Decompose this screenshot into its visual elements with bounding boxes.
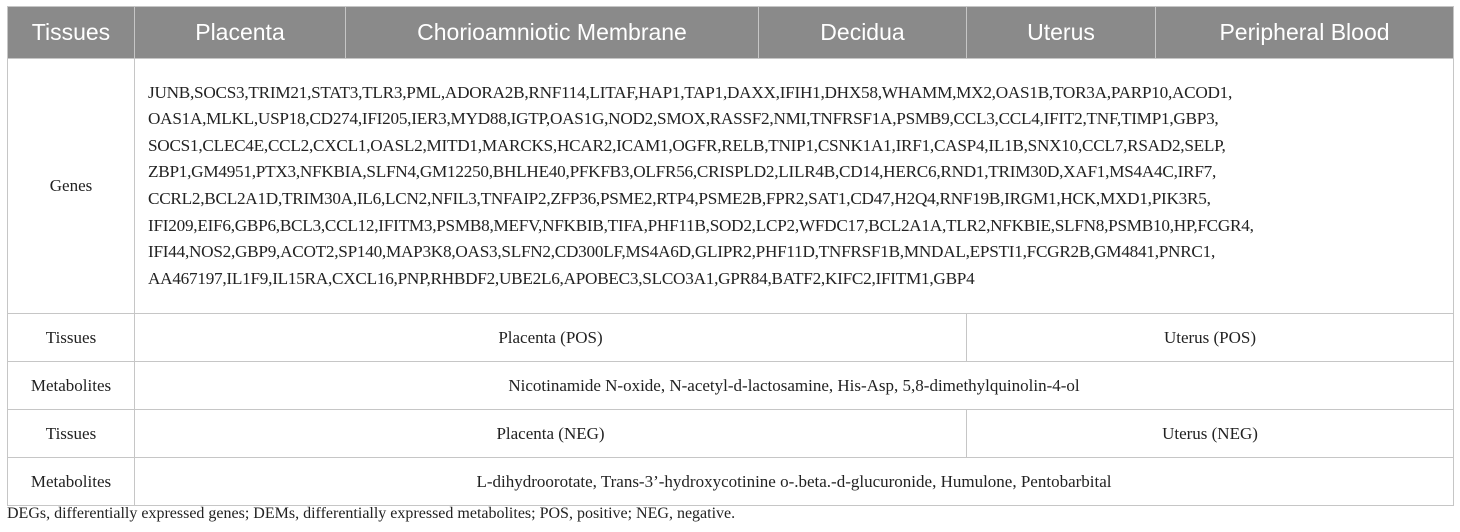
tissue-uterus-neg: Uterus (NEG) bbox=[967, 410, 1454, 458]
genes-line: ZBP1,GM4951,PTX3,NFKBIA,SLFN4,GM12250,BHLHE40,PFKFB3,OLFR56,CRISPLD2,LILR4B,CD14,HERC6,RND1,TRIM30D,XAF1,MS4A4C,IRF7, bbox=[148, 162, 1217, 182]
header-tissues: Tissues bbox=[8, 7, 135, 59]
tissue-placenta-neg: Placenta (NEG) bbox=[135, 410, 967, 458]
results-table-container bbox=[7, 6, 1453, 506]
tissue-uterus-pos: Uterus (POS) bbox=[967, 314, 1454, 362]
table-row-tissues-neg bbox=[8, 410, 1454, 458]
row-label-genes: Genes bbox=[8, 59, 135, 314]
row-label-tissues: Tissues bbox=[8, 410, 135, 458]
header-uterus: Uterus bbox=[967, 7, 1156, 59]
row-label-tissues: Tissues bbox=[8, 314, 135, 362]
header-placenta: Placenta bbox=[135, 7, 346, 59]
genes-line: SOCS1,CLEC4E,CCL2,CXCL1,OASL2,MITD1,MARCKS,HCAR2,ICAM1,OGFR,RELB,TNIP1,CSNK1A1,IRF1,CASP4,IL1B,SNX10,CCL7,RSAD2,SELP, bbox=[148, 135, 1226, 155]
row-label-metabolites: Metabolites bbox=[8, 458, 135, 506]
genes-line: CCRL2,BCL2A1D,TRIM30A,IL6,LCN2,NFIL3,TNFAIP2,ZFP36,PSME2,RTP4,PSME2B,FPR2,SAT1,CD47,H2Q4,RNF19B,IRGM1,HCK,MXD1,PIK3R5, bbox=[148, 189, 1211, 208]
metabolites-neg-cell: L-dihydroorotate, Trans-3’-hydroxycotinine o-.beta.-d-glucuronide, Humulone, Pentobarbital bbox=[135, 458, 1454, 506]
table-row-genes bbox=[8, 59, 1454, 314]
table-row-tissues-pos bbox=[8, 314, 1454, 362]
genes-line: IFI44,NOS2,GBP9,ACOT2,SP140,MAP3K8,OAS3,SLFN2,CD300LF,MS4A6D,GLIPR2,PHF11D,TNFRSF1B,MNDAL,EPSTI1,FCGR2B,GM4841,PNRC1, bbox=[148, 242, 1216, 262]
results-table bbox=[7, 6, 1454, 506]
table-footnote: DEGs, differentially expressed genes; DEMs, differentially expressed metabolites; POS, positive; NEG, negative. bbox=[7, 505, 736, 522]
genes-line: OAS1A,MLKL,USP18,CD274,IFI205,IER3,MYD88,IGTP,OAS1G,NOD2,SMOX,RASSF2,NMI,TNFRSF1A,PSMB9,CCL3,CCL4,IFIT2,TNF,TIMP1,GBP3, bbox=[148, 109, 1219, 129]
header-decidua: Decidua bbox=[759, 7, 967, 59]
table-row-metabolites-pos bbox=[8, 362, 1454, 410]
table-header-row bbox=[8, 7, 1454, 59]
header-peripheral-blood: Peripheral Blood bbox=[1156, 7, 1454, 59]
row-label-metabolites: Metabolites bbox=[8, 362, 135, 410]
metabolites-pos-cell: Nicotinamide N-oxide, N-acetyl-d-lactosamine, His-Asp, 5,8-dimethylquinolin-4-ol bbox=[135, 362, 1454, 410]
genes-line: JUNB,SOCS3,TRIM21,STAT3,TLR3,PML,ADORA2B,RNF114,LITAF,HAP1,TAP1,DAXX,IFIH1,DHX58,WHAMM,MX2,OAS1B,TOR3A,PARP10,ACOD1, bbox=[148, 82, 1233, 102]
genes-line: IFI209,EIF6,GBP6,BCL3,CCL12,IFITM3,PSMB8,MEFV,NFKBIB,TIFA,PHF11B,SOD2,LCP2,WFDC17,BCL2A1A,TLR2,NFKBIE,SLFN8,PSMB10,HP,FCGR4, bbox=[148, 215, 1254, 235]
table-row-metabolites-neg bbox=[8, 458, 1454, 506]
tissue-placenta-pos: Placenta (POS) bbox=[135, 314, 967, 362]
header-chorioamniotic-membrane: Chorioamniotic Membrane bbox=[346, 7, 759, 59]
genes-line: AA467197,IL1F9,IL15RA,CXCL16,PNP,RHBDF2,UBE2L6,APOBEC3,SLCO3A1,GPR84,BATF2,KIFC2,IFITM1,GBP4 bbox=[148, 268, 975, 288]
genes-list-cell bbox=[135, 59, 1454, 314]
